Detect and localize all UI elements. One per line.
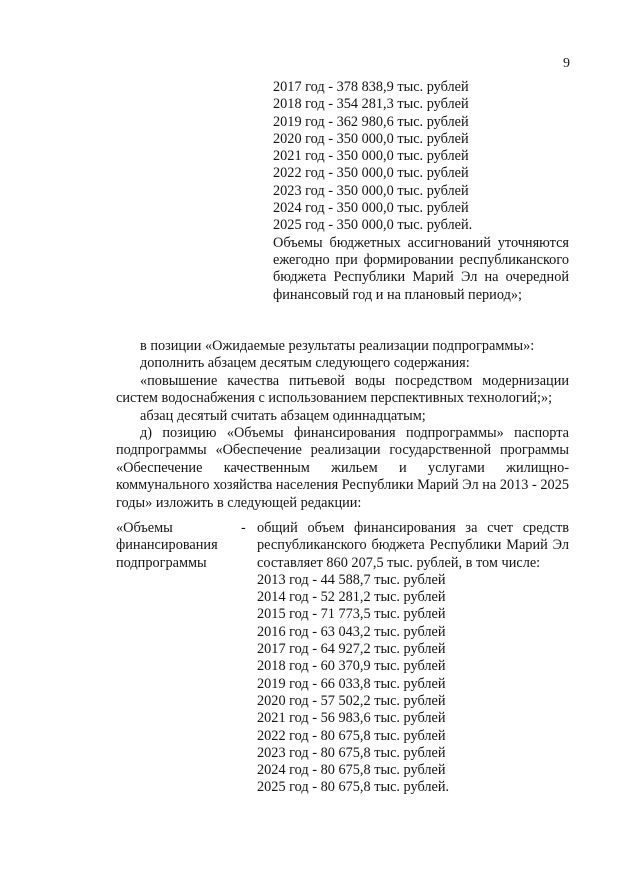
budget-note: Объемы бюджетных ассигнований уточняются ежегодно при формировании республиканского бюджета Республики Марий Эл на очередной финансовый год и на плановый период»; (273, 234, 569, 303)
funding-line-2014: 2014 год - 52 281,2 тыс. рублей (257, 589, 446, 606)
position-label: «Объемы финансирования подпрограммы (116, 520, 218, 571)
funding-line-2021: 2021 год - 56 983,6 тыс. рублей (257, 710, 446, 727)
funding-line-2023: 2023 год - 350 000,0 тыс. рублей (273, 182, 469, 199)
funding-line-2017: 2017 год - 64 927,2 тыс. рублей (257, 641, 446, 658)
funding-line-2013: 2013 год - 44 588,7 тыс. рублей (257, 571, 446, 588)
paragraph-add-tenth: дополнить абзацем десятым следующего содержания: (140, 355, 470, 372)
funding-line-2018: 2018 год - 354 281,3 тыс. рублей (273, 96, 469, 113)
funding-line-2019: 2019 год - 66 033,8 тыс. рублей (257, 675, 446, 692)
funding-line-2018: 2018 год - 60 370,9 тыс. рублей (257, 658, 446, 675)
total-funding-text: общий объем финансирования за счет средств республиканского бюджета Республики Марий Эл составляет 860 207,5 тыс. рублей, в том числе: (257, 520, 569, 571)
funding-line-2017: 2017 год - 378 838,9 тыс. рублей (273, 79, 469, 95)
paragraph-water-quality: «повышение качества питьевой воды посредством модернизации систем водоснабжения с использованием перспективных технологий;»; (116, 372, 569, 407)
funding-line-2022: 2022 год - 350 000,0 тыс. рублей (273, 165, 469, 182)
paragraph-expected-results: в позиции «Ожидаемые результаты реализации подпрограммы»: (140, 338, 535, 354)
funding-continuation-block (273, 79, 569, 304)
funding-line-2024: 2024 год - 80 675,8 тыс. рублей (257, 762, 446, 779)
funding-line-2019: 2019 год - 362 980,6 тыс. рублей (273, 113, 469, 130)
paragraph-renumber: абзац десятый считать абзацем одиннадцатым; (140, 407, 426, 424)
funding-line-2020: 2020 год - 57 502,2 тыс. рублей (257, 692, 446, 709)
funding-line-2025: 2025 год - 350 000,0 тыс. рублей. (273, 217, 473, 234)
paragraph-item-d: д) позицию «Объемы финансирования подпрограммы» паспорта подпрограммы «Обеспечение реализации государственной программы «Обеспечение качественным жильем и услугами жилищно-коммунального хозяйства населения Республики Марий Эл на 2013 - 2025 годы» изложить в следующей редакции: (116, 425, 569, 511)
funding-line-2023: 2023 год - 80 675,8 тыс. рублей (257, 744, 446, 761)
funding-line-2016: 2016 год - 63 043,2 тыс. рублей (257, 623, 446, 640)
position-dash: - (241, 520, 246, 536)
position-content (257, 520, 569, 797)
funding-line-2020: 2020 год - 350 000,0 тыс. рублей (273, 130, 469, 147)
funding-line-2022: 2022 год - 80 675,8 тыс. рублей (257, 727, 446, 744)
funding-line-2025: 2025 год - 80 675,8 тыс. рублей. (257, 779, 450, 796)
amendment-text (116, 338, 569, 512)
page-number: 9 (563, 56, 570, 71)
funding-line-2024: 2024 год - 350 000,0 тыс. рублей (273, 200, 469, 217)
funding-line-2015: 2015 год - 71 773,5 тыс. рублей (257, 606, 446, 623)
funding-line-2021: 2021 год - 350 000,0 тыс. рублей (273, 148, 469, 165)
